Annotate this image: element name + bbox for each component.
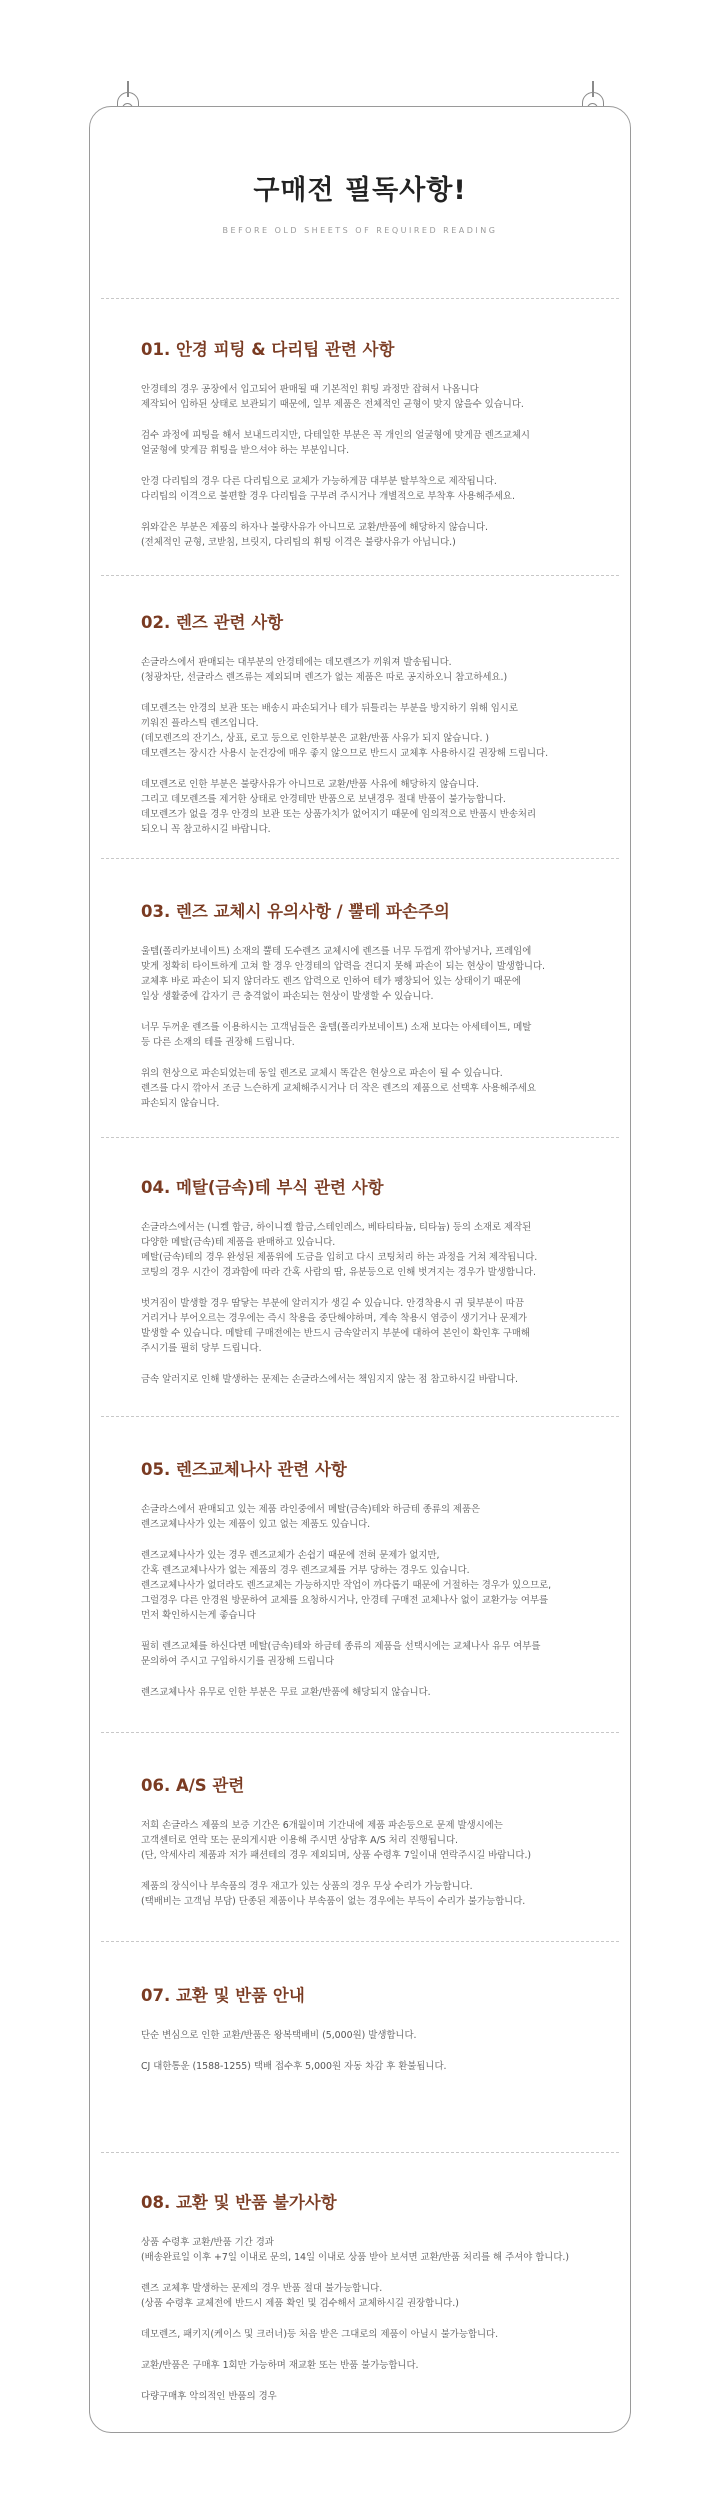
- section-divider: [101, 298, 619, 299]
- section-lens-replacement: [141, 898, 617, 1127]
- section-paragraph: 렌즈교체나사 유무로 인한 부분은 무료 교환/반품에 해당되지 않습니다.: [141, 1687, 431, 1698]
- page-title: 구매전 필독사항!: [253, 175, 467, 206]
- section-paragraph: 검수 과정에 피팅을 해서 보내드리지만, 다테일한 부분은 꼭 개인의 얼굴형에 맞게끔 렌즈교체시 얼굴형에 맞게끔 휘팅을 받으셔야 하는 부분입니다.: [141, 430, 530, 456]
- section-exchange-return: [141, 1982, 617, 2090]
- section-heading: 04. 메탈(금속)테 부식 관련 사항: [141, 1178, 384, 1197]
- page-subtitle: BEFORE OLD SHEETS OF REQUIRED READING: [222, 226, 498, 235]
- section-paragraph: 안경 다리팁의 경우 다른 다리팁으로 교체가 가능하게끔 대부분 탈부착으로 제작됩니다. 다리팁의 이격으로 불편할 경우 다리팁을 구부려 주시거나 개별적으로 부착후 사용해주세요.: [141, 476, 515, 502]
- section-heading: 08. 교환 및 반품 불가사항: [141, 2193, 337, 2212]
- section-divider: [101, 858, 619, 859]
- section-divider: [101, 1137, 619, 1138]
- section-heading: 06. A/S 관련: [141, 1776, 245, 1795]
- section-heading: 02. 렌즈 관련 사항: [141, 613, 284, 632]
- section-paragraph: 벗겨짐이 발생할 경우 땀닿는 부분에 알러지가 생길 수 있습니다. 안경착용시 귀 뒷부분이 따끔 거리거나 부어오르는 경우에는 즉시 착용을 중단해야하며, 계속 착용시 염증이 생기거나 문제가 발생할 수 있습니다. 메탈테 구매전에는 반드시 금속알러지 부분에 대하여 본인이 확인후 구매해 주시기를 필히 당부 드립니다.: [141, 1298, 530, 1354]
- section-heading: 03. 렌즈 교체시 유의사항 / 뿔테 파손주의: [141, 902, 450, 921]
- section-paragraph: 교환/반품은 구매후 1회만 가능하며 재교환 또는 반품 불가능합니다.: [141, 2360, 419, 2371]
- section-paragraph: 제품의 장식이나 부속품의 경우 재고가 있는 상품의 경우 무상 수리가 가능합니다. (택배비는 고객님 부담) 단종된 제품이나 부속품이 없는 경우에는 부득이 수리가 불가능합니다.: [141, 1881, 526, 1907]
- section-paragraph: 너무 두꺼운 렌즈를 이용하시는 고객님들은 울템(폴리카보네이트) 소재 보다는 아세테이트, 메탈 등 다른 소재의 테를 권장해 드립니다.: [141, 1022, 532, 1048]
- section-heading: 05. 렌즈교체나사 관련 사항: [141, 1460, 347, 1479]
- section-paragraph: 다량구매후 악의적인 반품의 경우: [141, 2391, 277, 2402]
- section-paragraph: 울템(폴리카보네이트) 소재의 뿔테 도수렌즈 교체시에 렌즈를 너무 두껍게 깎아넣거나, 프레임에 맞게 정확히 타이트하게 고쳐 할 경우 안경테의 압력을 견디지 못해 파손이 되는 현상이 발생합니다. 교체후 바로 파손이 되지 않더라도 렌즈 압력으로 인하여 테가 팽창되어 있는 상태이기 때문에 일상 생활중에 갑자기 큰 충격없이 파손되는 현상이 발생할 수 있습니다.: [141, 946, 545, 1002]
- section-lens-screw: [141, 1456, 617, 1716]
- section-paragraph: 손글라스에서 판매되고 있는 제품 라인중에서 메탈(금속)테와 하금테 종류의 제품은 렌즈교체나사가 있는 제품이 있고 없는 제품도 있습니다.: [141, 1504, 481, 1530]
- section-paragraph: 위와같은 부분은 제품의 하자나 불량사유가 아니므로 교환/반품에 해당하지 않습니다. (전체적인 균형, 코받침, 브릿지, 다리팁의 휘팅 이격은 불량사유가 아닙니다.): [141, 522, 488, 548]
- section-divider: [101, 1416, 619, 1417]
- section-paragraph: 저희 손글라스 제품의 보증 기간은 6개월이며 기간내에 제품 파손등으로 문제 발생시에는 고객센터로 연락 또는 문의게시판 이용해 주시면 상담후 A/S 처리 진행됩니다. (단, 악세사리 제품과 저가 패션테의 경우 제외되며, 상품 수령후 7일이내 연락주시길 바랍니다.): [141, 1820, 532, 1861]
- section-paragraph: 데모렌즈는 안경의 보관 또는 배송시 파손되거나 테가 뒤틀리는 부분을 방지하기 위해 임시로 끼워진 플라스틱 렌즈입니다. (데모렌즈의 잔기스, 상표, 로고 등으로 인한부분은 교환/반품 사유가 되지 않습니다. ) 데모렌즈는 장시간 사용시 눈건강에 매우 좋지 않으므로 반드시 교체후 사용하시길 권장해 드립니다.: [141, 703, 549, 759]
- section-as: [141, 1772, 617, 1925]
- section-paragraph: 위의 현상으로 파손되었는데 동일 렌즈로 교체시 똑같은 현상으로 파손이 될 수 있습니다. 렌즈를 다시 깎아서 조금 느슨하게 교체해주시거나 더 작은 렌즈의 제품으로 선택후 사용해주세요 파손되지 않습니다.: [141, 1068, 537, 1109]
- section-paragraph: 데모렌즈, 패키지(케이스 및 크러너)등 처음 받은 그대로의 제품이 아닐시 불가능합니다.: [141, 2329, 499, 2340]
- section-divider: [101, 1732, 619, 1733]
- section-paragraph: 안경테의 경우 공장에서 입고되어 판매될 때 기본적인 휘팅 과정만 잡혀서 나옵니다 제작되어 입하된 상태로 보관되기 때문에, 일부 제품은 전체적인 균형이 맞지 않을수 있습니다.: [141, 384, 524, 410]
- section-paragraph: 손글라스에서 판매되는 대부분의 안경테에는 데모렌즈가 끼워져 발송됩니다. (청광차단, 선글라스 렌즈류는 제외되며 렌즈가 없는 제품은 따로 공지하오니 참고하세요.): [141, 657, 508, 683]
- section-paragraph: 상품 수령후 교환/반품 기간 경과 (배송완료일 이후 +7일 이내로 문의, 14일 이내로 상품 받아 보셔면 교환/반품 처리를 해 주셔야 합니다.): [141, 2237, 570, 2263]
- section-paragraph: 손글라스에서는 (니켈 합금, 하이니켈 합금,스테인레스, 베타티타늄, 티타늄) 등의 소재로 제작된 다양한 메탈(금속)테 제품을 판매하고 있습니다. 메탈(금속)테의 경우 완성된 제품위에 도금을 입히고 다시 코팅처리 하는 과정을 거쳐 제작됩니다. 코팅의 경우 시간이 경과함에 따라 간혹 사람의 땀, 유분등으로 인해 벗겨지는 경우가 발생합니다.: [141, 1222, 538, 1278]
- section-heading: 07. 교환 및 반품 안내: [141, 1986, 305, 2005]
- section-paragraph: 렌즈 교체후 발생하는 문제의 경우 반품 절대 불가능합니다. (상품 수령후 교체전에 반드시 제품 확인 및 검수해서 교체하시길 권장합니다.): [141, 2283, 459, 2309]
- section-fitting: [141, 336, 617, 566]
- section-non-returnable: [141, 2189, 617, 2420]
- section-divider: [101, 575, 619, 576]
- section-paragraph: 렌즈교체나사가 있는 경우 렌즈교체가 손쉽기 때문에 전혀 문제가 없지만, 간혹 렌즈교체나사가 없는 제품의 경우 렌즈교체를 거부 당하는 경우도 있습니다. 렌즈교체나사가 없더라도 렌즈교체는 가능하지만 작업이 까다롭기 때문에 거절하는 경우가 있으므로, 그럴경우 다른 안경원 방문하여 교체를 요청하시거나, 안경테 구매전 교체나사 없이 교환가능 여부를 먼저 확인하시는게 좋습니다: [141, 1550, 552, 1621]
- section-divider: [101, 2152, 619, 2153]
- section-paragraph: 단순 변심으로 인한 교환/반품은 왕복택배비 (5,000원) 발생합니다.: [141, 2030, 417, 2041]
- section-paragraph: 금속 알러지로 인해 발생하는 문제는 손글라스에서는 책임지지 않는 점 참고하시길 바랍니다.: [141, 1374, 518, 1385]
- section-divider: [101, 1941, 619, 1942]
- section-lens: [141, 609, 617, 853]
- section-metal-corrosion: [141, 1174, 617, 1403]
- section-heading: 01. 안경 피팅 & 다리팁 관련 사항: [141, 340, 395, 359]
- section-paragraph: CJ 대한통운 (1588-1255) 택배 접수후 5,000원 자동 차감 후 환불됩니다.: [141, 2061, 447, 2072]
- section-paragraph: 데모렌즈로 인한 부분은 불량사유가 아니므로 교환/반품 사유에 해당하지 않습니다. 그리고 데모렌즈를 제거한 상태로 안경테만 반품으로 보낸경우 절대 반품이 불가능합니다. 데모렌즈가 없을 경우 안경의 보관 또는 상품가치가 없어지기 때문에 임의적으로 반품시 반송처리 되오니 꼭 참고하시길 바랍니다.: [141, 779, 537, 835]
- section-paragraph: 필히 렌즈교체를 하신다면 메탈(금속)테와 하금테 종류의 제품을 선택시에는 교체나사 유무 여부를 문의하여 주시고 구입하시기를 권장해 드립니다: [141, 1641, 541, 1667]
